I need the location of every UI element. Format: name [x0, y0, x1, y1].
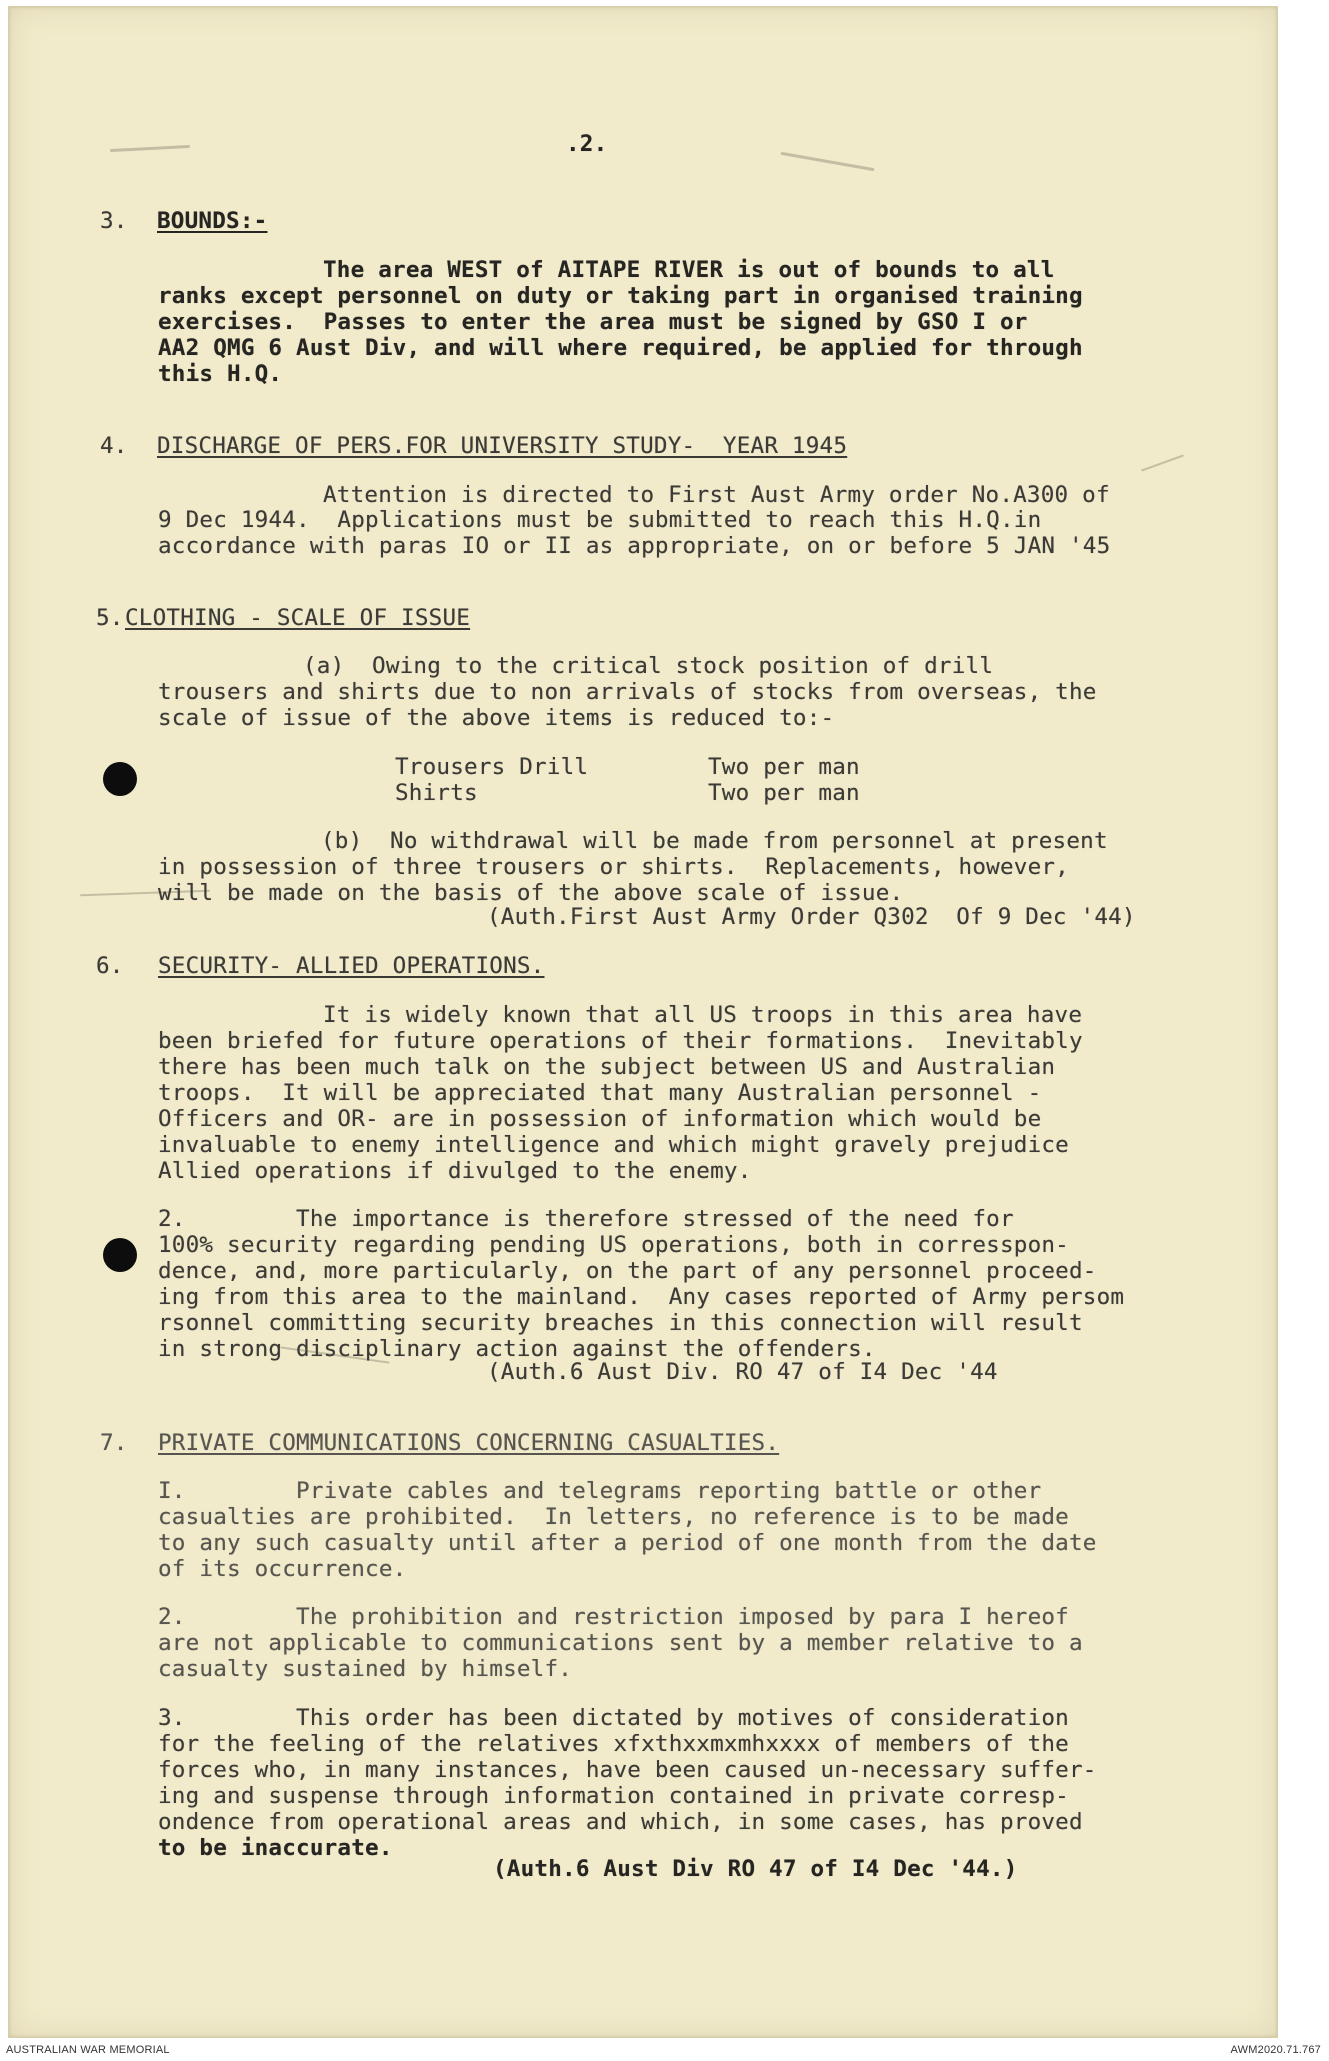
punch-hole-bottom — [103, 1238, 137, 1272]
section-6-para-2-line: 100% security regarding pending US operations, both in corresspon- — [158, 1232, 1069, 1258]
section-7-para-1-line: of its occurrence. — [158, 1556, 407, 1582]
section-7-para-1-line: I. Private cables and telegrams reporting battle or other — [158, 1478, 1042, 1504]
issue-item-name: Shirts — [395, 780, 478, 806]
section-4-line: 9 Dec 1944. Applications must be submitted to reach this H.Q.in — [158, 507, 1042, 533]
section-6-para-1-line: been briefed for future operations of their formations. Inevitably — [158, 1028, 1083, 1054]
section-6-para-1-line: Officers and OR- are in possession of information which would be — [158, 1106, 1042, 1132]
section-6-para-1-line: It is widely known that all US troops in this area have — [323, 1002, 1083, 1028]
section-7-para-3-line: ondence from operational areas and which, in some cases, has proved — [158, 1809, 1083, 1835]
section-3-line: AA2 QMG 6 Aust Div, and will where required, be applied for through — [158, 335, 1083, 361]
issue-item-qty: Two per man — [708, 780, 860, 806]
section-5-para-b-line: in possession of three trousers or shirts. Replacements, however, — [158, 854, 1069, 880]
section-6-para-2-line: 2. The importance is therefore stressed of the need for — [158, 1206, 1014, 1232]
section-3-number: 3. — [100, 208, 128, 234]
section-7-para-2-line: 2. The prohibition and restriction imposed by para I hereof — [158, 1604, 1069, 1630]
section-6-para-1-line: troops. It will be appreciated that many Australian personnel - — [158, 1080, 1042, 1106]
section-6-authority: (Auth.6 Aust Div. RO 47 of I4 Dec '44 — [487, 1359, 998, 1385]
section-5-para-b-line: will be made on the basis of the above scale of issue. — [158, 880, 904, 906]
section-7-authority: (Auth.6 Aust Div RO 47 of I4 Dec '44.) — [493, 1856, 1018, 1882]
archive-credit: AUSTRALIAN WAR MEMORIAL — [6, 2044, 170, 2056]
section-7-para-3-line: ing and suspense through information contained in private corresp- — [158, 1783, 1069, 1809]
section-3-line: this H.Q. — [158, 361, 283, 387]
section-7-para-1-line: casualties are prohibited. In letters, no reference is to be made — [158, 1504, 1069, 1530]
section-4-number: 4. — [100, 433, 128, 459]
section-6-para-1-line: invaluable to enemy intelligence and which might gravely prejudice — [158, 1132, 1069, 1158]
archive-reference: AWM2020.71.767 — [1230, 2044, 1321, 2056]
section-7-para-1-line: to any such casualty until after a period of one month from the date — [158, 1530, 1097, 1556]
section-6-number: 6. — [96, 953, 124, 979]
section-7-para-3-line: for the feeling of the relatives xfxthxxmxmhxxxx of members of the — [158, 1731, 1069, 1757]
section-6-para-2-line: in strong disciplinary action against the offenders. — [158, 1336, 876, 1362]
punch-hole-top — [103, 762, 137, 796]
section-6-para-2-line: rsonnel committing security breaches in this connection will result — [158, 1310, 1083, 1336]
section-4-line: Attention is directed to First Aust Army order No.A300 of — [323, 482, 1110, 508]
section-5-para-a-line: trousers and shirts due to non arrivals of stocks from overseas, the — [158, 679, 1097, 705]
section-6-heading: SECURITY- ALLIED OPERATIONS. — [158, 953, 545, 979]
section-6-para-1-line: there has been much talk on the subject between US and Australian — [158, 1054, 1056, 1080]
section-7-number: 7. — [100, 1430, 128, 1456]
section-3-line: ranks except personnel on duty or taking part in organised training — [158, 283, 1083, 309]
section-6-para-2-line: ing from this area to the mainland. Any cases reported of Army persom — [158, 1284, 1125, 1310]
section-5-para-b-line: (b) No withdrawal will be made from personnel at present — [321, 828, 1108, 854]
issue-item-qty: Two per man — [708, 754, 860, 780]
section-7-para-3-line: to be inaccurate. — [158, 1835, 393, 1861]
section-6-para-1-line: Allied operations if divulged to the enemy. — [158, 1158, 752, 1184]
section-3-heading: BOUNDS:- — [157, 208, 268, 234]
section-5-para-a-line: scale of issue of the above items is reduced to:- — [158, 705, 835, 731]
section-4-line: accordance with paras IO or II as appropriate, on or before 5 JAN '45 — [158, 533, 1111, 559]
section-5-authority: (Auth.First Aust Army Order Q302 Of 9 Dec '44) — [487, 904, 1136, 930]
section-3-line: exercises. Passes to enter the area must be signed by GSO I or — [158, 309, 1028, 335]
section-7-para-3-line: 3. This order has been dictated by motives of consideration — [158, 1705, 1069, 1731]
section-5-number: 5. — [96, 605, 124, 631]
section-5-heading: CLOTHING - SCALE OF ISSUE — [125, 605, 471, 631]
section-7-para-2-line: casualty sustained by himself. — [158, 1656, 573, 1682]
section-7-heading: PRIVATE COMMUNICATIONS CONCERNING CASUALTIES. — [158, 1430, 780, 1456]
section-7-para-3-line: forces who, in many instances, have been caused un-necessary suffer- — [158, 1757, 1097, 1783]
section-7-para-2-line: are not applicable to communications sent by a member relative to a — [158, 1630, 1083, 1656]
section-6-para-2-line: dence, and, more particularly, on the part of any personnel proceed- — [158, 1258, 1097, 1284]
issue-item-name: Trousers Drill — [395, 754, 589, 780]
page-number: .2. — [566, 131, 608, 157]
section-5-para-a-line: (a) Owing to the critical stock position of drill — [303, 653, 994, 679]
section-4-heading: DISCHARGE OF PERS.FOR UNIVERSITY STUDY- YEAR 1945 — [157, 433, 848, 459]
section-3-line: The area WEST of AITAPE RIVER is out of bounds to all — [323, 257, 1055, 283]
